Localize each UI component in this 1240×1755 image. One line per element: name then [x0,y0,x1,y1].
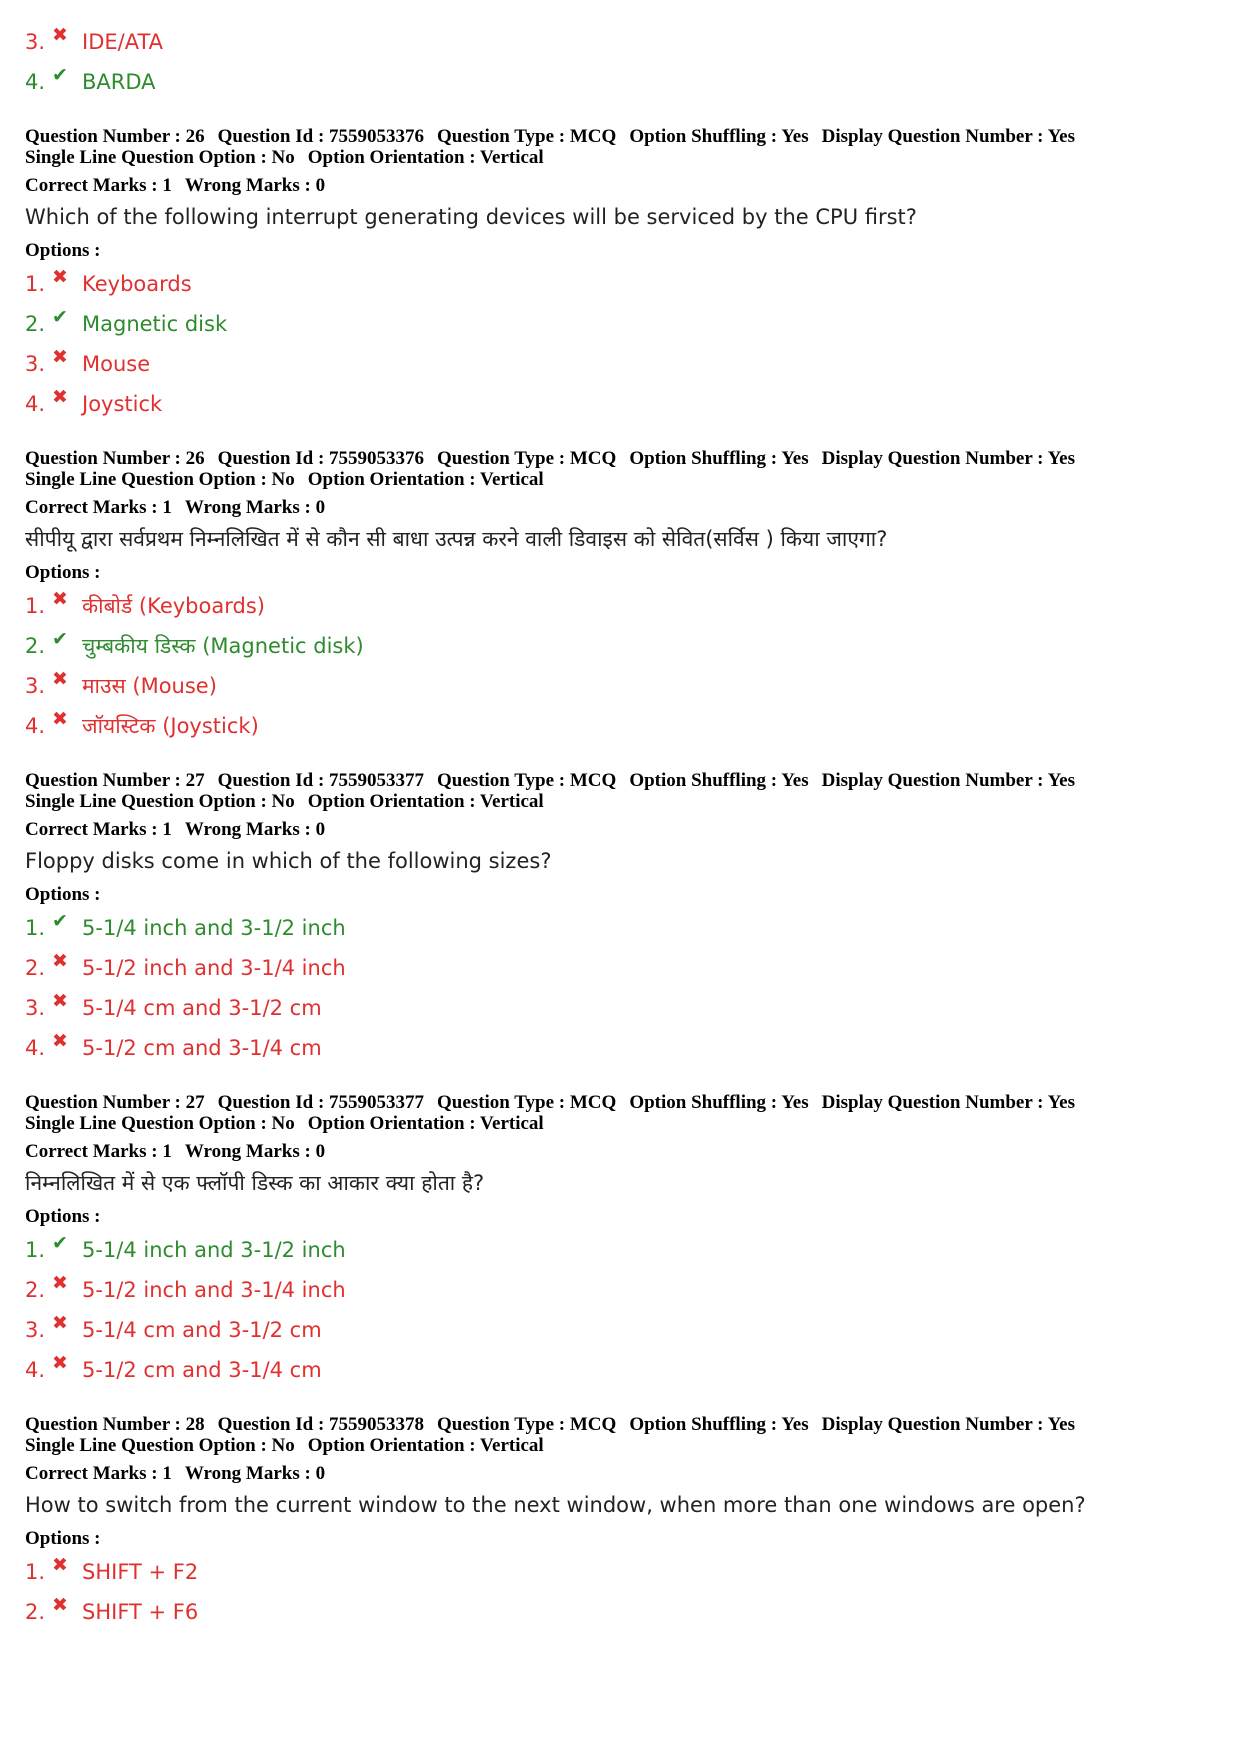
correct-marks-field: Correct Marks : 1 [25,1463,172,1484]
options-list [25,908,1215,1068]
question-number-field: Question Number : 26 [25,126,205,147]
question-text: निम्नलिखित में से एक फ्लॉपी डिस्क का आकार क्या होता है? [25,1171,485,1195]
options-label: Options : [25,884,101,905]
question-id-field: Question Id : 7559053377 [217,770,425,791]
single-line-option-field: Single Line Question Option : No [25,469,295,490]
question-meta-line-2 [25,147,1215,168]
option-row [25,62,1215,102]
marks-line [25,1463,1215,1484]
option-text: 5-1/4 inch and 3-1/2 inch [82,1238,346,1262]
option-row [25,1230,1215,1270]
marks-line [25,497,1215,518]
cross-icon: ✖ [52,588,68,610]
option-text: कीबोर्ड (Keyboards) [82,594,265,618]
display-question-number-field: Display Question Number : Yes [821,1092,1076,1113]
wrong-marks-field: Wrong Marks : 0 [184,175,326,196]
option-number: 1. [25,594,46,618]
option-text: माउस (Mouse) [82,674,217,698]
question-number-field: Question Number : 27 [25,1092,205,1113]
marks-line [25,1141,1215,1162]
check-icon: ✔ [52,910,68,932]
question-number-field: Question Number : 27 [25,770,205,791]
option-number: 1. [25,272,46,296]
option-number: 3. [25,1318,46,1342]
wrong-marks-field: Wrong Marks : 0 [184,1141,326,1162]
document-page [25,22,1215,1632]
option-number: 4. [25,392,46,416]
correct-marks-field: Correct Marks : 1 [25,819,172,840]
single-line-option-field: Single Line Question Option : No [25,791,295,812]
question-block [25,126,1215,424]
option-number: 4. [25,714,46,738]
question-id-field: Question Id : 7559053378 [217,1414,425,1435]
options-list [25,1230,1215,1390]
option-row [25,666,1215,706]
option-row [25,304,1215,344]
wrong-marks-field: Wrong Marks : 0 [184,819,326,840]
cross-icon: ✖ [52,346,68,368]
option-number: 4. [25,1036,46,1060]
option-number: 2. [25,634,46,658]
options-list [25,264,1215,424]
correct-marks-field: Correct Marks : 1 [25,1141,172,1162]
question-number-field: Question Number : 26 [25,448,205,469]
question-meta-line-2 [25,791,1215,812]
single-line-option-field: Single Line Question Option : No [25,1113,295,1134]
question-meta-line-1 [25,1092,1215,1113]
correct-marks-field: Correct Marks : 1 [25,175,172,196]
question-type-field: Question Type : MCQ [437,770,617,791]
options-list [25,586,1215,746]
cross-icon: ✖ [52,24,68,46]
option-number: 4. [25,70,46,94]
option-row [25,626,1215,666]
option-text: 5-1/4 cm and 3-1/2 cm [82,996,322,1020]
option-shuffling-field: Option Shuffling : Yes [629,1092,809,1113]
question-id-field: Question Id : 7559053376 [217,448,425,469]
options-label: Options : [25,562,101,583]
question-text: How to switch from the current window to the next window, when more than one windows are open? [25,1493,1086,1517]
option-row [25,384,1215,424]
option-text: Magnetic disk [82,312,228,336]
question-text: Which of the following interrupt generating devices will be serviced by the CPU first? [25,205,917,229]
option-row [25,1350,1215,1390]
option-text: SHIFT + F2 [82,1560,199,1584]
question-block [25,448,1215,746]
option-text: जॉयस्टिक (Joystick) [82,714,259,738]
correct-marks-field: Correct Marks : 1 [25,497,172,518]
option-text: चुम्बकीय डिस्क (Magnetic disk) [82,634,364,658]
previous-question-options [25,22,1215,102]
option-number: 2. [25,1600,46,1624]
option-orientation-field: Option Orientation : Vertical [307,1113,544,1134]
option-shuffling-field: Option Shuffling : Yes [629,126,809,147]
check-icon: ✔ [52,306,68,328]
display-question-number-field: Display Question Number : Yes [821,1414,1076,1435]
option-text: 5-1/2 cm and 3-1/4 cm [82,1036,322,1060]
cross-icon: ✖ [52,1030,68,1052]
option-number: 3. [25,30,46,54]
option-row [25,22,1215,62]
question-id-field: Question Id : 7559053377 [217,1092,425,1113]
display-question-number-field: Display Question Number : Yes [821,448,1076,469]
option-text: 5-1/2 cm and 3-1/4 cm [82,1358,322,1382]
option-text: IDE/ATA [82,30,164,54]
cross-icon: ✖ [52,1312,68,1334]
option-row [25,1310,1215,1350]
question-type-field: Question Type : MCQ [437,1414,617,1435]
option-orientation-field: Option Orientation : Vertical [307,1435,544,1456]
cross-icon: ✖ [52,386,68,408]
option-text: 5-1/2 inch and 3-1/4 inch [82,956,346,980]
single-line-option-field: Single Line Question Option : No [25,1435,295,1456]
cross-icon: ✖ [52,990,68,1012]
question-meta-line-1 [25,1414,1215,1435]
question-meta-line-1 [25,126,1215,147]
marks-line [25,819,1215,840]
option-number: 2. [25,312,46,336]
question-id-field: Question Id : 7559053376 [217,126,425,147]
display-question-number-field: Display Question Number : Yes [821,770,1076,791]
option-row [25,908,1215,948]
question-meta-line-1 [25,448,1215,469]
check-icon: ✔ [52,64,68,86]
wrong-marks-field: Wrong Marks : 0 [184,1463,326,1484]
option-row [25,988,1215,1028]
options-label: Options : [25,1528,101,1549]
option-shuffling-field: Option Shuffling : Yes [629,448,809,469]
option-row [25,344,1215,384]
question-number-field: Question Number : 28 [25,1414,205,1435]
option-orientation-field: Option Orientation : Vertical [307,147,544,168]
option-number: 3. [25,352,46,376]
option-number: 1. [25,1238,46,1262]
option-row [25,1028,1215,1068]
option-row [25,264,1215,304]
option-text: BARDA [82,70,156,94]
question-type-field: Question Type : MCQ [437,448,617,469]
option-text: Mouse [82,352,151,376]
option-row [25,706,1215,746]
option-number: 4. [25,1358,46,1382]
cross-icon: ✖ [52,1352,68,1374]
display-question-number-field: Display Question Number : Yes [821,126,1076,147]
option-text: SHIFT + F6 [82,1600,199,1624]
question-block [25,1092,1215,1390]
option-text: Joystick [82,392,163,416]
option-row [25,1592,1215,1632]
option-number: 3. [25,996,46,1020]
cross-icon: ✖ [52,1554,68,1576]
option-row [25,1552,1215,1592]
cross-icon: ✖ [52,950,68,972]
option-number: 2. [25,956,46,980]
question-meta-line-1 [25,770,1215,791]
cross-icon: ✖ [52,266,68,288]
options-label: Options : [25,240,101,261]
options-list [25,1552,1215,1632]
option-row [25,1270,1215,1310]
option-text: 5-1/2 inch and 3-1/4 inch [82,1278,346,1302]
cross-icon: ✖ [52,708,68,730]
check-icon: ✔ [52,628,68,650]
marks-line [25,175,1215,196]
option-row [25,948,1215,988]
option-text: 5-1/4 cm and 3-1/2 cm [82,1318,322,1342]
question-meta-line-2 [25,1435,1215,1456]
question-type-field: Question Type : MCQ [437,126,617,147]
check-icon: ✔ [52,1232,68,1254]
option-row [25,586,1215,626]
question-block [25,1414,1215,1632]
question-block [25,770,1215,1068]
option-orientation-field: Option Orientation : Vertical [307,469,544,490]
option-text: 5-1/4 inch and 3-1/2 inch [82,916,346,940]
option-number: 2. [25,1278,46,1302]
question-list [25,126,1215,1632]
option-orientation-field: Option Orientation : Vertical [307,791,544,812]
question-text: सीपीयू द्वारा सर्वप्रथम निम्नलिखित में से कौन सी बाधा उत्पन्न करने वाली डिवाइस को सेवित(सर्विस ) किया जाएगा? [25,527,888,551]
option-text: Keyboards [82,272,192,296]
options-label: Options : [25,1206,101,1227]
wrong-marks-field: Wrong Marks : 0 [184,497,326,518]
cross-icon: ✖ [52,1594,68,1616]
question-text: Floppy disks come in which of the following sizes? [25,849,552,873]
option-shuffling-field: Option Shuffling : Yes [629,770,809,791]
question-meta-line-2 [25,469,1215,490]
question-meta-line-2 [25,1113,1215,1134]
question-type-field: Question Type : MCQ [437,1092,617,1113]
single-line-option-field: Single Line Question Option : No [25,147,295,168]
option-shuffling-field: Option Shuffling : Yes [629,1414,809,1435]
option-number: 1. [25,916,46,940]
cross-icon: ✖ [52,1272,68,1294]
cross-icon: ✖ [52,668,68,690]
option-number: 1. [25,1560,46,1584]
option-number: 3. [25,674,46,698]
